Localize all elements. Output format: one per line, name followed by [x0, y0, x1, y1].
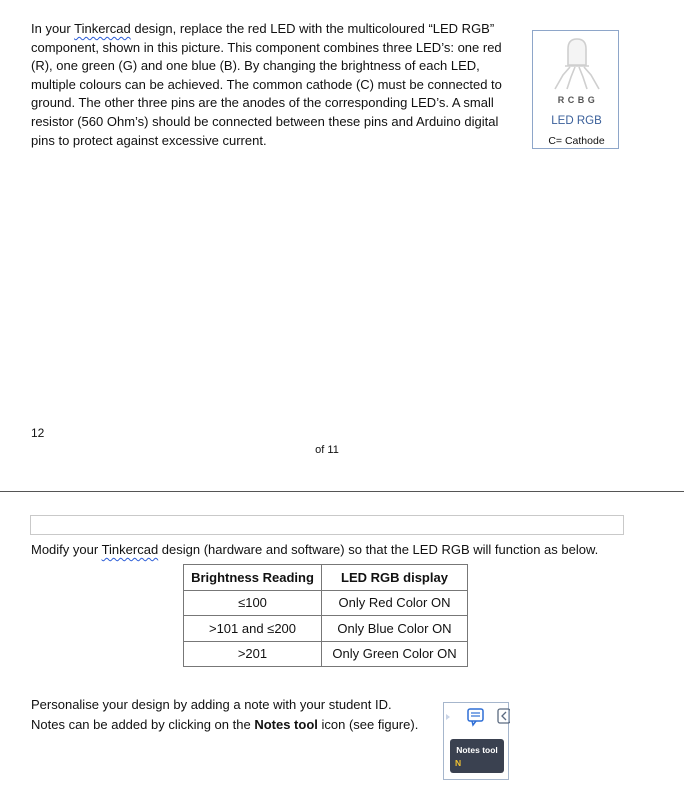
table-header-row: [184, 565, 468, 591]
personalise-line-1: Personalise your design by adding a note with your student ID.: [31, 697, 392, 712]
table-row: [184, 616, 468, 642]
notes-tool-bold: Notes tool: [254, 717, 318, 732]
notes-tool-tooltip: [450, 739, 504, 773]
intro-text-1: In your: [31, 21, 75, 36]
notes-icon: [468, 709, 483, 725]
instructions-paragraph: [31, 20, 523, 150]
table-row: [184, 641, 468, 667]
pin-labels: R C B G: [557, 95, 596, 105]
blank-text-box: [30, 515, 624, 535]
table-cell: ≤100: [184, 590, 322, 616]
notes-toolbar-icons: [444, 703, 510, 743]
personalise-line-2: [31, 715, 418, 735]
table-cell: >101 and ≤200: [184, 616, 322, 642]
modify-text-2: design (hardware and software) so that the LED RGB will function as below.: [158, 542, 599, 557]
component-name: LED RGB: [551, 115, 602, 127]
personalise-instruction: [31, 695, 418, 735]
arrow-icon: [446, 714, 450, 720]
modify-instruction: [31, 542, 598, 557]
line2-text-pre: Notes can be added by clicking on the: [31, 717, 255, 732]
table-cell: Only Green Color ON: [322, 641, 468, 667]
intro-text-2: design, replace the red LED with the multicoloured “LED RGB” component, shown in this picture. This component combines three LED’s: one red (R), one green (G) and one blue (B). By changing the brightness of each LED, multiple colours can be achieved. The common cathode (C) must be connected to ground. The other three pins are the anodes of the corresponding LED’s. A small resistor (560 Ohm’s) should be connected between these pins and Arduino digital pins to protect against excessive current.: [31, 21, 502, 148]
table-cell: >201: [184, 641, 322, 667]
page-count: of 11: [315, 444, 339, 456]
tinkercad-word: Tinkercad: [74, 21, 131, 36]
notes-tool-figure: [443, 702, 509, 780]
tooltip-label: Notes tool: [456, 745, 498, 755]
modify-text-1: Modify your: [31, 542, 102, 557]
table-cell: Only Blue Color ON: [322, 616, 468, 642]
cathode-label: C= Cathode: [548, 135, 605, 147]
tooltip-shortcut-key: N: [455, 758, 462, 768]
measure-icon: [498, 709, 510, 723]
page-number: 12: [31, 426, 45, 440]
tinkercad-word: Tinkercad: [101, 542, 159, 557]
table-cell: Only Red Color ON: [322, 590, 468, 616]
page-break-divider: [0, 491, 684, 492]
rgb-led-icon: [533, 31, 620, 150]
led-rgb-figure: [532, 30, 619, 149]
line2-text-post: icon (see figure).: [317, 717, 419, 732]
table-row: [184, 590, 468, 616]
header-brightness-reading: Brightness Reading: [184, 565, 322, 591]
brightness-table: [183, 564, 468, 667]
header-led-rgb-display: LED RGB display: [322, 565, 468, 591]
